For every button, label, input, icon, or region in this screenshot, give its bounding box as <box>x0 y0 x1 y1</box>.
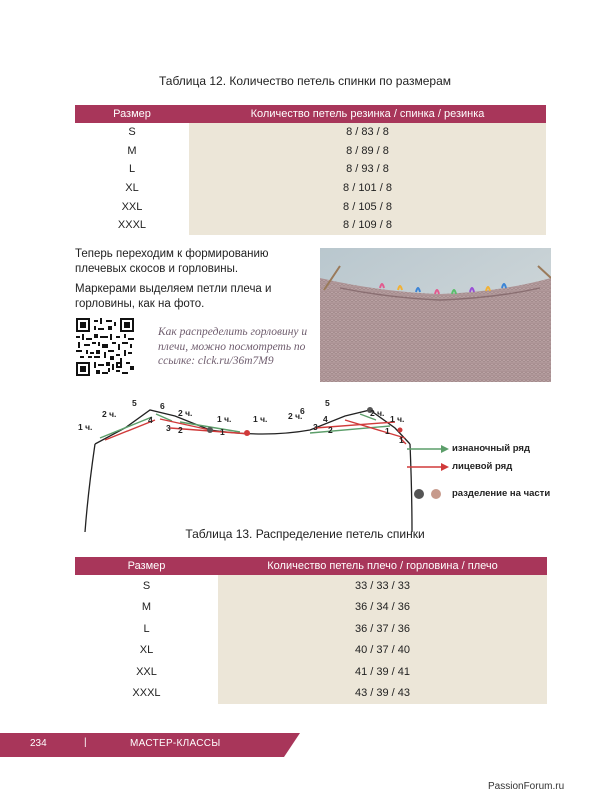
size-cell: S <box>75 123 189 142</box>
table-row <box>75 661 547 683</box>
table-row <box>75 683 547 705</box>
table-row <box>75 597 547 619</box>
value-cell: 8 / 105 / 8 <box>189 197 546 216</box>
watermark: PassionForum.ru <box>488 781 565 792</box>
label-4-left: 4 <box>148 415 153 425</box>
value-cell: 40 / 37 / 40 <box>218 640 547 662</box>
label-2ch-right-b: 2 ч. <box>370 408 385 418</box>
label-6-left: 6 <box>160 401 165 411</box>
label-1-right-b: 1 <box>399 435 404 445</box>
value-cell: 8 / 93 / 8 <box>189 160 546 179</box>
legend-wrong-side: изнаночный ряд <box>452 443 530 454</box>
table-row <box>75 640 547 662</box>
value-cell: 33 / 33 / 33 <box>218 575 547 597</box>
value-cell: 8 / 89 / 8 <box>189 142 546 161</box>
table12-caption: Таблица 12. Количество петель спинки по размерам <box>158 74 452 88</box>
size-cell: S <box>75 575 218 597</box>
size-cell: XL <box>75 640 218 662</box>
label-1-right: 1 <box>385 426 390 436</box>
label-2-left: 2 <box>178 425 183 435</box>
table12-header-count: Количество петель резинка / спинка / резинка <box>189 105 546 123</box>
value-cell: 43 / 39 / 43 <box>218 683 547 705</box>
label-1ch-center-right: 1 ч. <box>253 414 268 424</box>
value-cell: 8 / 109 / 8 <box>189 216 546 235</box>
table-row <box>75 123 546 142</box>
label-5-right: 5 <box>325 398 330 408</box>
label-4-right: 4 <box>323 414 328 424</box>
table-row <box>75 197 546 216</box>
size-cell: XXXL <box>75 683 218 705</box>
label-2ch-right: 2 ч. <box>288 411 303 421</box>
table12-header-size: Размер <box>75 105 189 123</box>
table-row <box>75 618 547 640</box>
table12 <box>75 105 546 235</box>
instruction-paragraph-2: Маркерами выделяем петли плеча и горловины, как на фото. <box>75 283 272 310</box>
table-row <box>75 179 546 198</box>
knitting-photo <box>320 248 551 382</box>
label-1ch-left: 1 ч. <box>78 422 93 432</box>
instruction-paragraph-1: Теперь переходим к формированию плечевых скосов и горловины. <box>75 248 269 275</box>
table13 <box>75 557 547 704</box>
wrong-side-arrow-icon <box>407 445 449 453</box>
footer-separator: | <box>84 737 87 748</box>
value-cell: 36 / 37 / 36 <box>218 618 547 640</box>
size-cell: M <box>75 142 189 161</box>
label-3-left: 3 <box>166 423 171 433</box>
size-cell: XL <box>75 179 189 198</box>
table13-caption: Таблица 13. Распределение петель спинки <box>185 527 425 541</box>
label-6-right: 6 <box>300 406 305 416</box>
size-cell: M <box>75 597 218 619</box>
value-cell: 41 / 39 / 41 <box>218 661 547 683</box>
label-2ch-left: 2 ч. <box>102 409 117 419</box>
table13-header-count: Количество петель плечо / горловина / плечо <box>218 557 547 575</box>
qr-code-icon[interactable] <box>76 318 134 376</box>
label-1-left: 1 <box>220 427 225 437</box>
label-2-right: 2 <box>328 425 333 435</box>
table13-header-size: Размер <box>75 557 218 575</box>
size-cell: XXL <box>75 661 218 683</box>
size-cell: L <box>75 160 189 179</box>
label-1ch-right: 1 ч. <box>390 414 405 424</box>
label-1ch-center-left: 1 ч. <box>217 414 232 424</box>
table-row <box>75 142 546 161</box>
size-cell: L <box>75 618 218 640</box>
legend-markers <box>405 438 451 508</box>
value-cell: 36 / 34 / 36 <box>218 597 547 619</box>
label-5-left: 5 <box>132 398 137 408</box>
split-dot-dark-icon <box>414 489 424 499</box>
page-number: 234 <box>30 738 47 749</box>
label-3-right: 3 <box>313 422 318 432</box>
size-cell: XXXL <box>75 216 189 235</box>
table-row <box>75 575 547 597</box>
diagram-legend <box>405 438 565 508</box>
right-side-arrow-icon <box>407 463 449 471</box>
value-cell: 8 / 101 / 8 <box>189 179 546 198</box>
legend-split: разделение на части <box>452 488 551 499</box>
value-cell: 8 / 83 / 8 <box>189 123 546 142</box>
section-title: МАСТЕР-КЛАССЫ <box>130 738 221 749</box>
size-cell: XXL <box>75 197 189 216</box>
legend-right-side: лицевой ряд <box>452 461 513 472</box>
table-row <box>75 216 546 235</box>
qr-link-note[interactable]: Как распределить горловину и плечи, можно посмотреть по ссылке: clck.ru/36m7M9 <box>158 326 308 367</box>
split-dot-light-icon <box>431 489 441 499</box>
label-2ch-left-b: 2 ч. <box>178 408 193 418</box>
table-row <box>75 160 546 179</box>
